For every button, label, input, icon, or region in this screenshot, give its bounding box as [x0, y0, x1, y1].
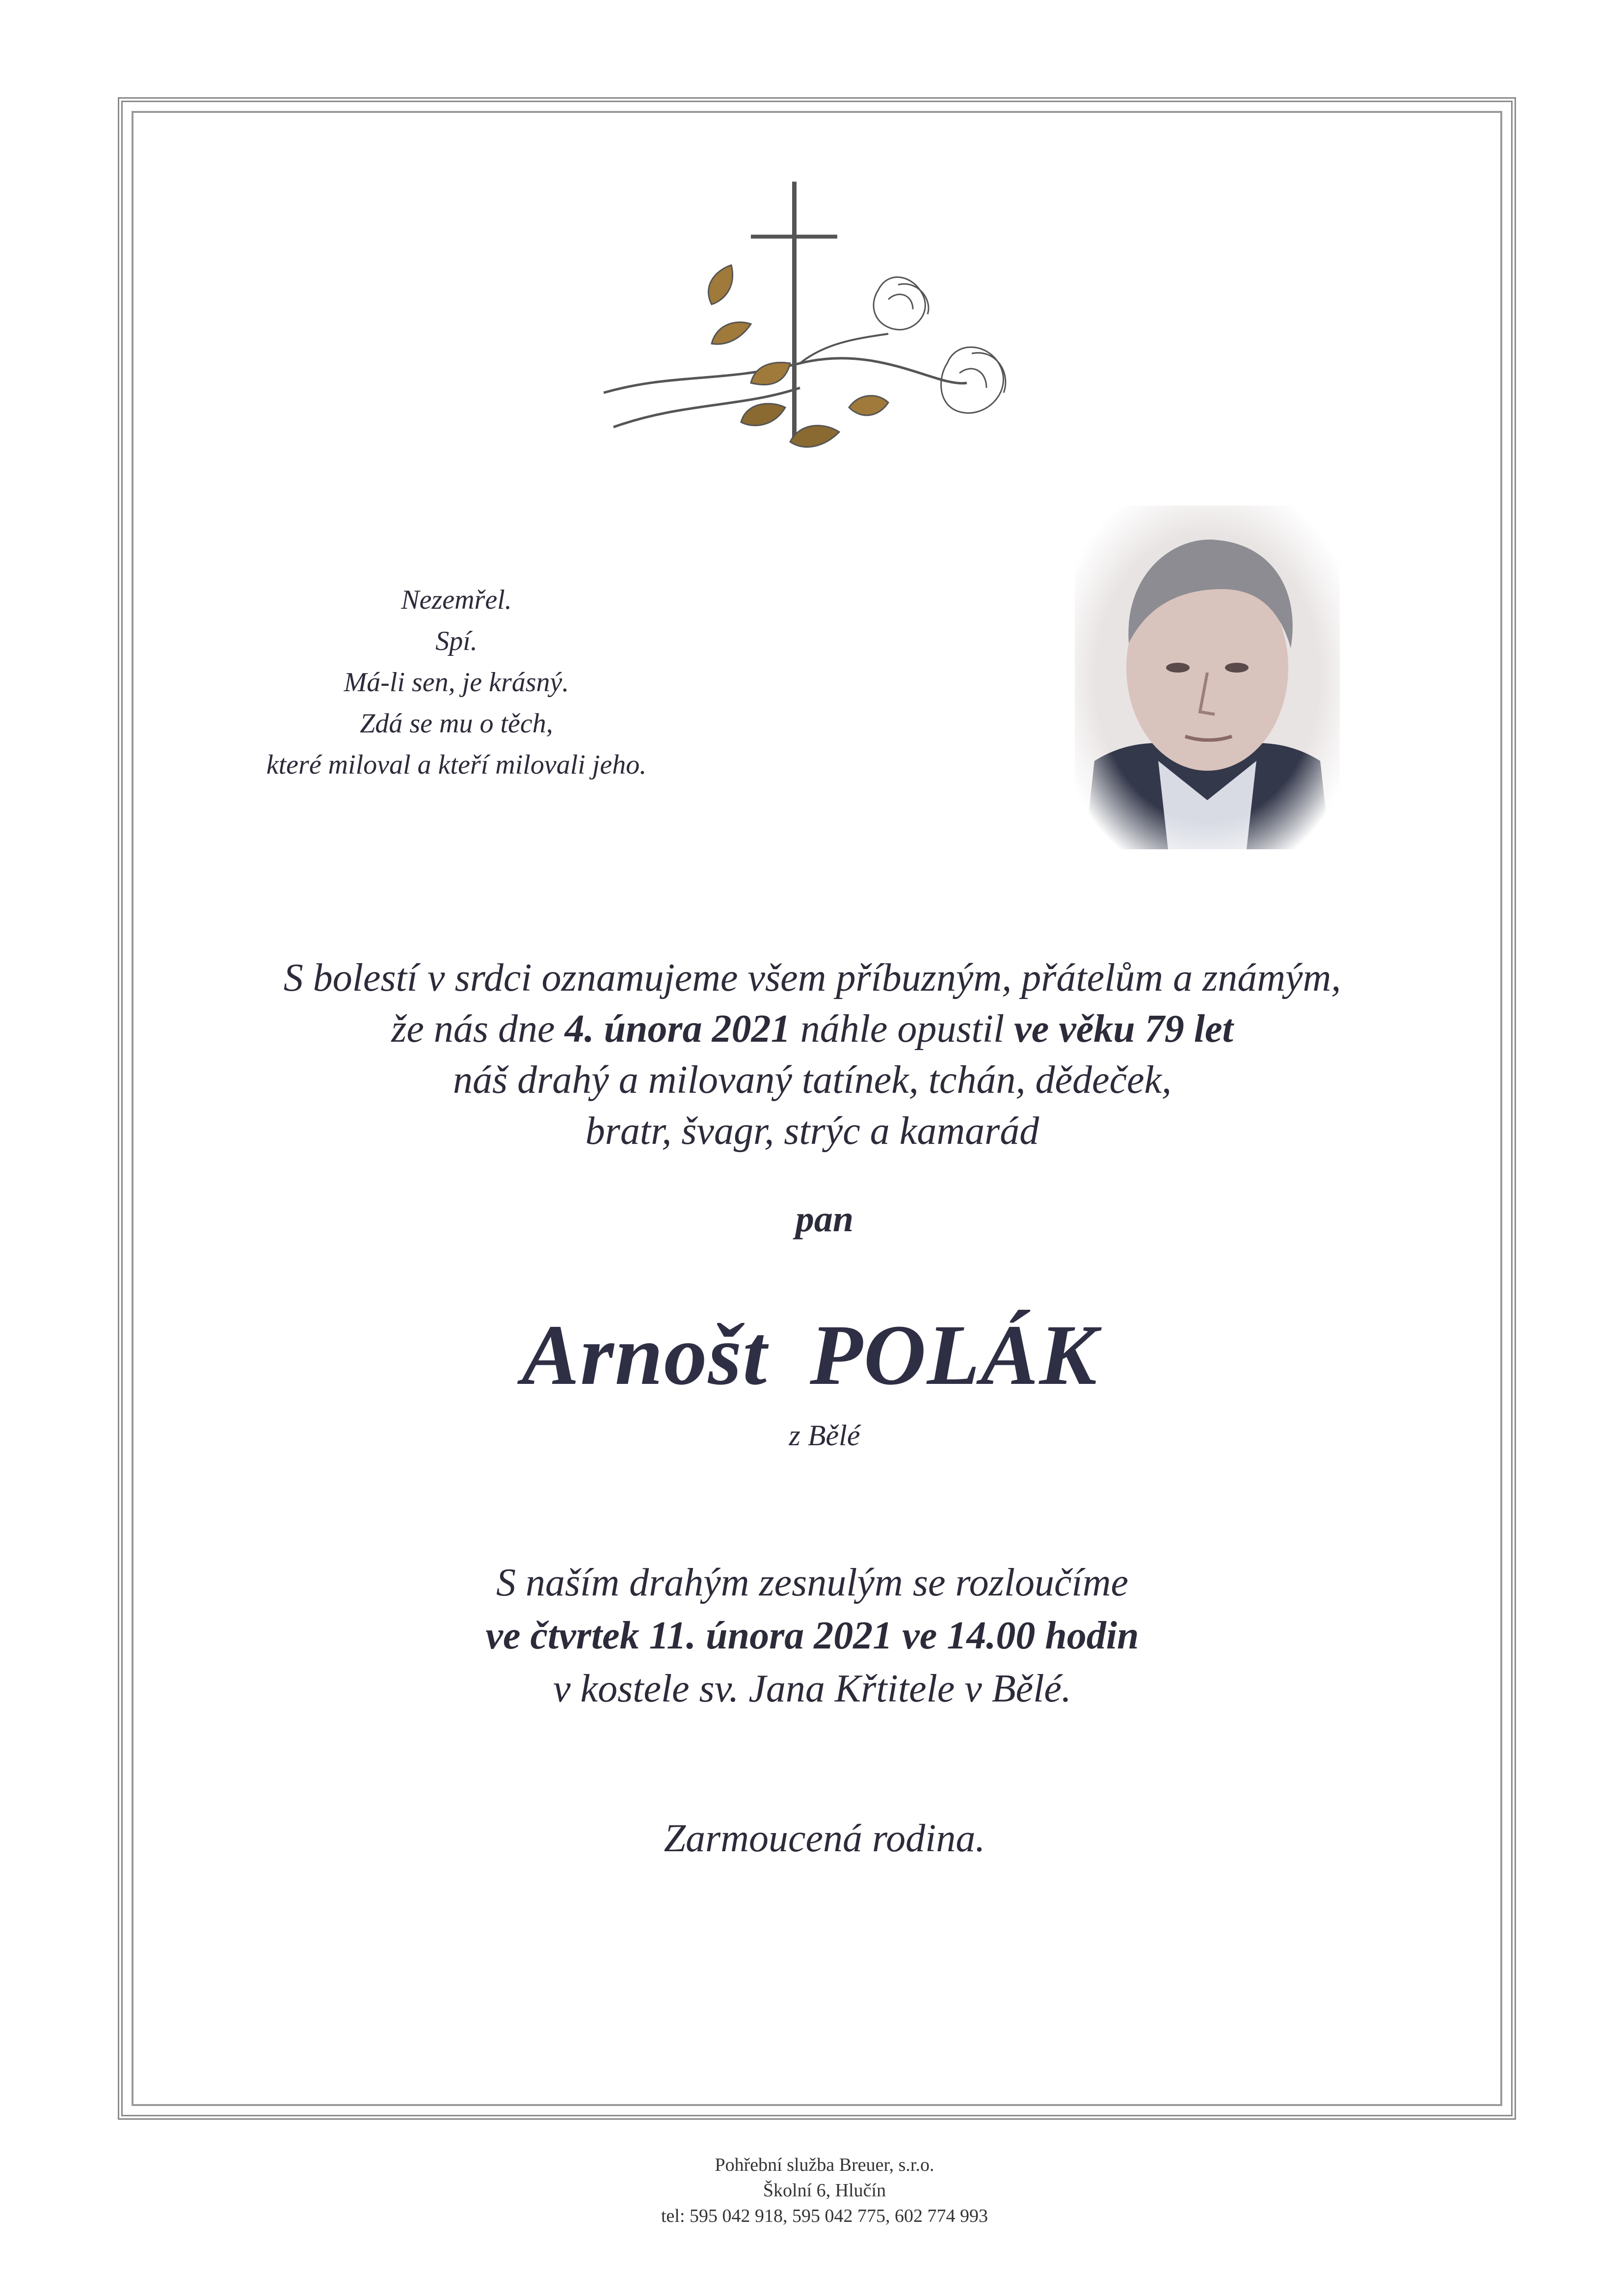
announcement-line: bratr, švagr, strýc a kamarád: [585, 1109, 1039, 1153]
leaf-icon: [741, 404, 785, 426]
company-name: Pohřební služba Breuer, s.r.o.: [715, 2155, 934, 2175]
poem-line: Spí.: [435, 626, 478, 656]
deceased-origin: z Bělé: [789, 1419, 860, 1452]
first-name: Arnošt: [521, 1307, 768, 1403]
family-signoff: Zarmoucená rodina.: [664, 1817, 985, 1860]
announcement-line: náš drahý a milovaný tatínek, tchán, dědeček,: [453, 1058, 1171, 1102]
ceremony-line: S naším drahým zesnulým se rozloučíme: [496, 1561, 1128, 1604]
rose-icon: [874, 277, 929, 330]
age-at-death: ve věku 79 let: [1014, 1007, 1233, 1051]
deceased-name: [344, 1306, 1276, 1405]
portrait-photo: [1075, 506, 1340, 849]
company-phone: tel: 595 042 918, 595 042 775, 602 774 993: [661, 2206, 988, 2226]
death-announcement: [167, 952, 1458, 1157]
ceremony-datetime: ve čtvrtek 11. února 2021 ve 14.00 hodin: [485, 1614, 1139, 1657]
date-of-death: 4. února 2021: [564, 1007, 791, 1051]
poem-line: Nezemřel.: [401, 585, 512, 615]
leaf-icon: [709, 265, 733, 304]
memorial-poem: [260, 579, 653, 785]
company-address: Školní 6, Hlučín: [763, 2180, 886, 2201]
honorific: pan: [795, 1198, 854, 1240]
ceremony-location: v kostele sv. Jana Křtitele v Bělé.: [553, 1667, 1071, 1710]
leaf-icon: [849, 396, 888, 415]
last-name: POLÁK: [810, 1307, 1098, 1403]
announcement-line: S bolestí v srdci oznamujeme všem příbuzným, přátelům a známým,: [283, 956, 1341, 999]
cross-and-roses-emblem: [594, 177, 1045, 471]
leaf-icon: [712, 322, 751, 344]
poem-line: které miloval a kteří milovali jeho.: [266, 750, 647, 780]
announcement-line: že nás dne 4. února 2021 náhle opustil ve věku 79 let: [391, 1007, 1233, 1051]
poem-line: Má-li sen, je krásný.: [344, 667, 569, 698]
leaf-icon: [790, 426, 839, 447]
poem-line: Zdá se mu o těch,: [360, 708, 553, 739]
funeral-details: [245, 1556, 1379, 1715]
funeral-service-footer: [540, 2152, 1109, 2229]
rose-icon: [941, 347, 1006, 413]
cross-icon: [792, 182, 797, 437]
leaf-icon: [751, 362, 790, 384]
